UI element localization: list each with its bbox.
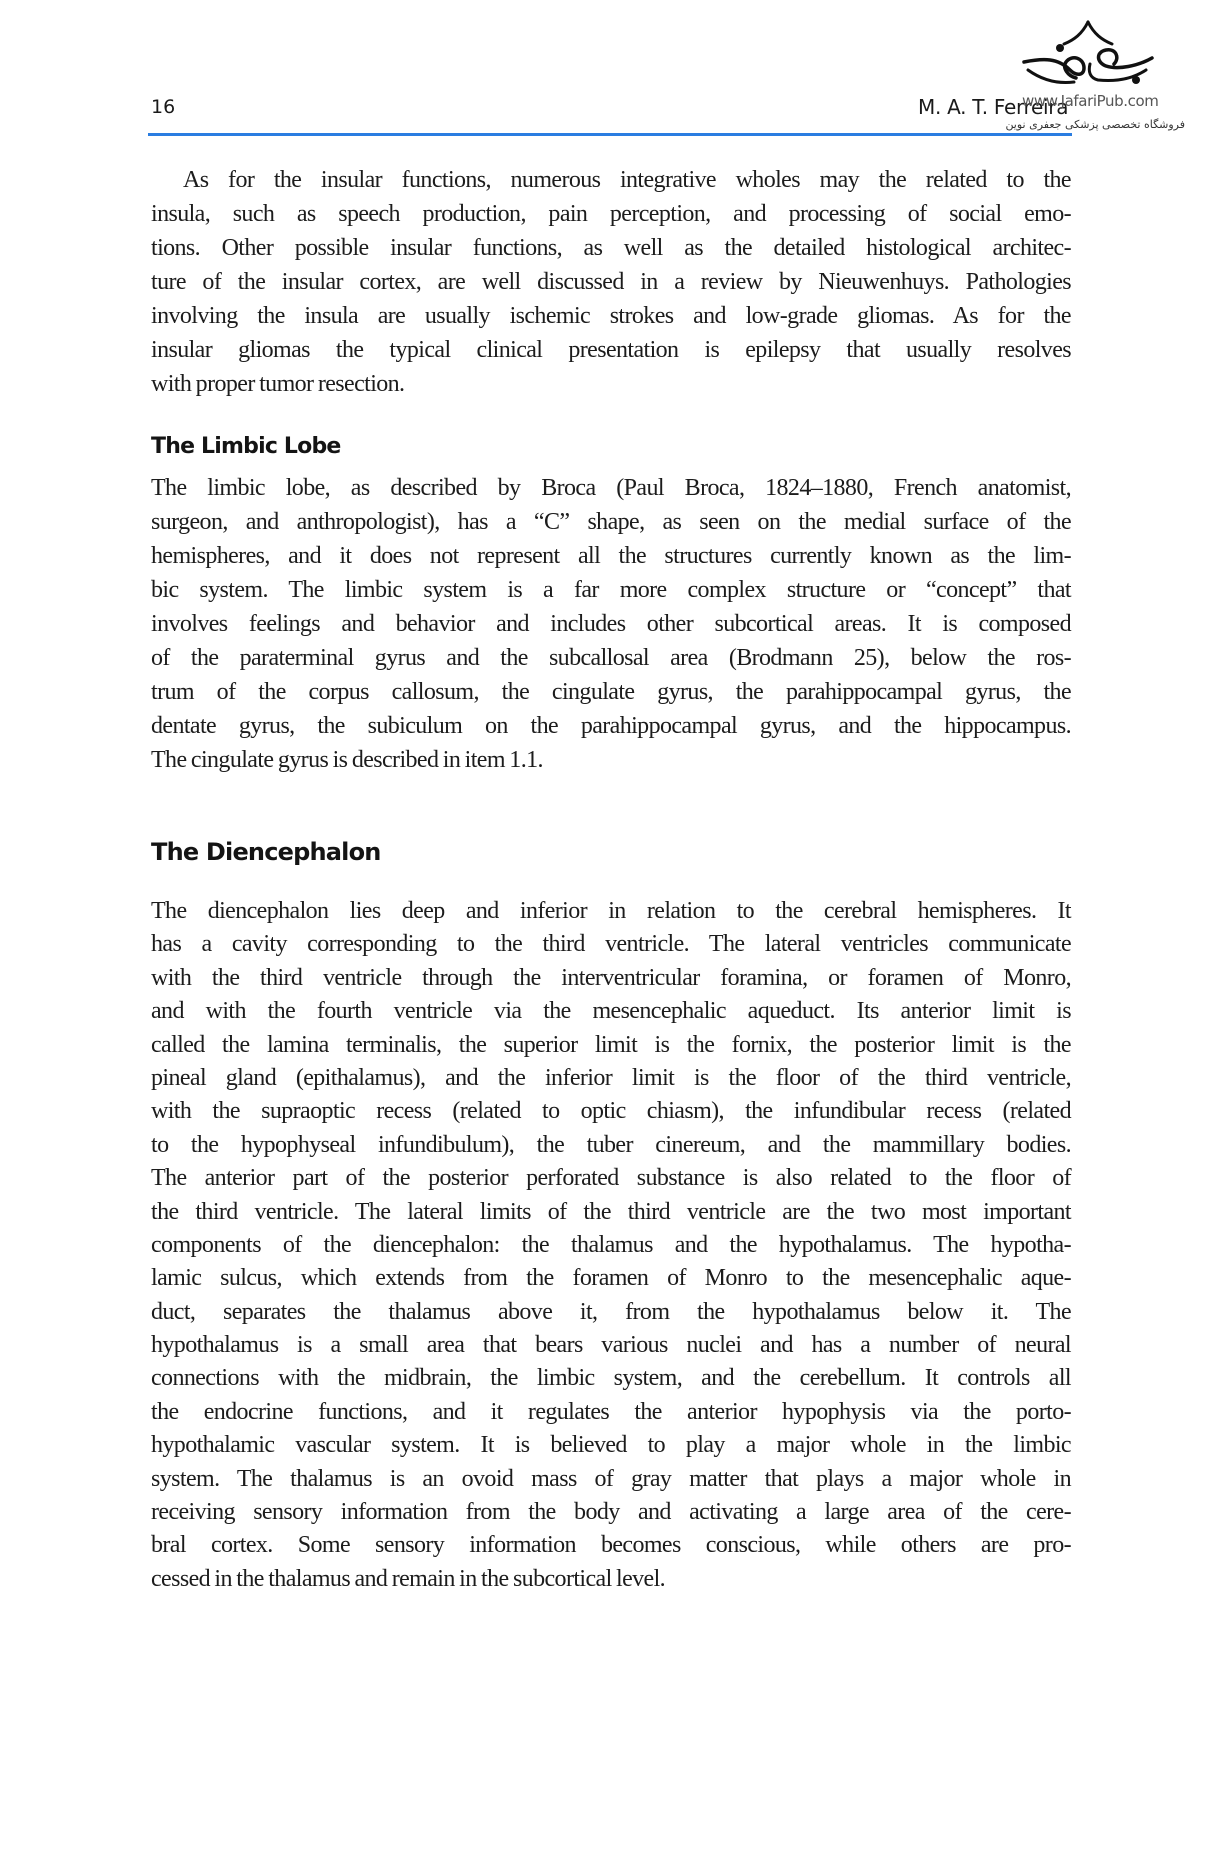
text-line: has a cavity corresponding to the third ventricle. The lateral ventricles communicate: [151, 931, 1071, 958]
watermark-tagline: فروشگاه تخصصی پزشکی جعفری نوین: [1005, 118, 1185, 131]
header-rule: [148, 133, 1072, 136]
text-line: with proper tumor resection.: [151, 371, 405, 397]
text-line: surgeon, and anthropologist), has a “C” shape, as seen on the medial surface of the: [151, 509, 1071, 535]
text-line: called the lamina terminalis, the superior limit is the fornix, the posterior limit is the: [151, 1031, 1071, 1058]
text-line: dentate gyrus, the subiculum on the parahippocampal gyrus, and the hippocampus.: [151, 713, 1071, 739]
text-line: trum of the corpus callosum, the cingulate gyrus, the parahippocampal gyrus, the: [151, 679, 1071, 705]
text-line: hemispheres, and it does not represent all the structures currently known as the lim-: [151, 543, 1071, 569]
text-line: As for the insular functions, numerous integrative wholes may the related to the: [183, 167, 1071, 193]
text-line: The anterior part of the posterior perforated substance is also related to the floor of: [151, 1165, 1071, 1192]
text-line: components of the diencephalon: the thalamus and the hypothalamus. The hypotha-: [151, 1231, 1071, 1258]
text-line: ture of the insular cortex, are well discussed in a review by Nieuwenhuys. Pathologies: [151, 269, 1071, 295]
text-line: bic system. The limbic system is a far more complex structure or “concept” that: [151, 577, 1071, 603]
paragraph-diencephalon: [151, 895, 1071, 1596]
text-line: tions. Other possible insular functions, as well as the detailed histological architec-: [151, 235, 1071, 261]
text-line: to the hypophyseal infundibulum), the tuber cinereum, and the mammillary bodies.: [151, 1131, 1071, 1158]
page-number: 16: [151, 96, 176, 118]
heading-limbic-lobe: The Limbic Lobe: [151, 434, 341, 459]
text-line: cessed in the thalamus and remain in the subcortical level.: [151, 1565, 666, 1592]
text-line: with the third ventricle through the interventricular foramina, or foramen of Monro,: [151, 964, 1071, 991]
text-line: The limbic lobe, as described by Broca (Paul Broca, 1824–1880, French anatomist,: [151, 475, 1071, 501]
text-line: system. The thalamus is an ovoid mass of gray matter that plays a major whole in: [151, 1465, 1071, 1492]
text-line: lamic sulcus, which extends from the foramen of Monro to the mesencephalic aque-: [151, 1265, 1071, 1292]
text-line: connections with the midbrain, the limbic system, and the cerebellum. It controls all: [151, 1365, 1071, 1392]
text-line: insula, such as speech production, pain perception, and processing of social emo-: [151, 201, 1071, 227]
text-line: and with the fourth ventricle via the mesencephalic aqueduct. Its anterior limit is: [151, 998, 1071, 1025]
text-line: The diencephalon lies deep and inferior in relation to the cerebral hemispheres. It: [151, 898, 1071, 924]
text-line: the endocrine functions, and it regulates the anterior hypophysis via the porto-: [151, 1398, 1071, 1425]
text-line: The cingulate gyrus is described in item 1.1.: [151, 747, 543, 773]
heading-diencephalon: The Diencephalon: [151, 838, 381, 866]
watermark-url: www.JafariPub.com: [1022, 92, 1159, 110]
text-line: the third ventricle. The lateral limits of the third ventricle are the two most important: [151, 1198, 1071, 1225]
running-head-author: M. A. T. Ferreira: [918, 95, 1069, 119]
text-line: receiving sensory information from the body and activating a large area of the cere-: [151, 1499, 1071, 1526]
paragraph-insula: [151, 163, 1071, 401]
text-line: of the paraterminal gyrus and the subcallosal area (Brodmann 25), below the ros-: [151, 645, 1071, 671]
text-line: involving the insula are usually ischemic strokes and low-grade gliomas. As for the: [151, 303, 1071, 329]
text-line: hypothalamus is a small area that bears various nuclei and has a number of neural: [151, 1332, 1071, 1359]
text-line: involves feelings and behavior and includes other subcortical areas. It is composed: [151, 611, 1071, 637]
text-line: bral cortex. Some sensory information becomes conscious, while others are pro-: [151, 1532, 1071, 1559]
text-line: with the supraoptic recess (related to optic chiasm), the infundibular recess (related: [151, 1098, 1071, 1125]
text-line: pineal gland (epithalamus), and the inferior limit is the floor of the third ventricle,: [151, 1064, 1071, 1091]
paragraph-limbic-lobe: [151, 471, 1071, 777]
text-line: hypothalamic vascular system. It is believed to play a major whole in the limbic: [151, 1432, 1071, 1459]
text-line: insular gliomas the typical clinical presentation is epilepsy that usually resolves: [151, 337, 1071, 363]
jafari-logo-icon: [1018, 18, 1158, 88]
text-line: duct, separates the thalamus above it, from the hypothalamus below it. The: [151, 1298, 1071, 1325]
